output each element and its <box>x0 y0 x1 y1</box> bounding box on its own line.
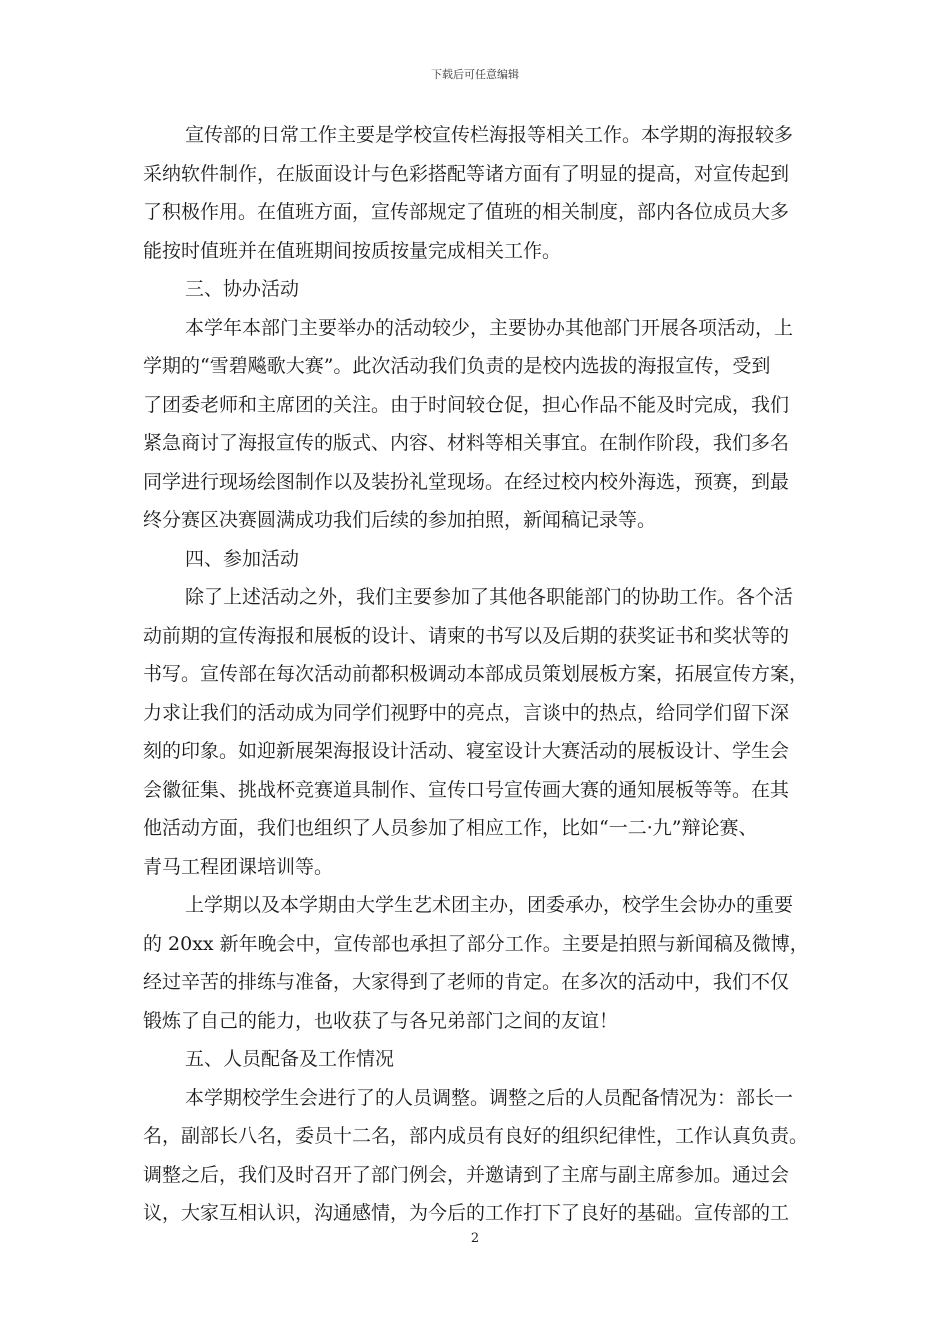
text-line: 刻的印象。如迎新展架海报设计活动、寝室设计大赛活动的展板设计、学生会 <box>143 740 790 762</box>
page-header: 下载后可任意编辑 <box>431 68 519 81</box>
text-line: 本学期校学生会进行了的人员调整。调整之后的人员配备情况为：部长一 <box>185 1086 794 1109</box>
page-number: 2 <box>470 1231 480 1246</box>
text-line: 力求让我们的活动成为同学们视野中的亮点，言谈中的热点，给同学们留下深 <box>143 701 790 724</box>
text-line: 三、协办活动 <box>185 278 300 300</box>
text-line: 本学年本部门主要举办的活动较少，主要协办其他部门开展各项活动，上 <box>185 316 794 339</box>
text-line: 调整之后，我们及时召开了部门例会，并邀请到了主席与副主席参加。通过会 <box>143 1163 790 1186</box>
text-line: 名，副部长八名，委员十二名，部内成员有良好的组织纪律性，工作认真负责。 <box>143 1125 809 1147</box>
document-body <box>143 116 813 1233</box>
text-line: 宣传部的日常工作主要是学校宣传栏海报等相关工作。本学期的海报较多 <box>185 124 794 146</box>
text-line: 青马工程团课培训等。 <box>143 855 334 878</box>
text-line: 终分赛区决赛圆满成功我们后续的参加拍照，新闻稿记录等。 <box>143 509 657 531</box>
text-line: 了积极作用。在值班方面，宣传部规定了值班的相关制度，部内各位成员大多 <box>143 201 790 223</box>
text-line: 能按时值班并在值班期间按质按量完成相关工作。 <box>143 239 562 262</box>
text-line: 除了上述活动之外，我们主要参加了其他各职能部门的协助工作。各个活 <box>185 586 794 608</box>
text-line: 议，大家互相认识，沟通感情，为今后的工作打下了良好的基础。宣传部的工 <box>143 1202 790 1224</box>
text-line: 了团委老师和主席团的关注。由于时间较仓促，担心作品不能及时完成，我们 <box>143 393 790 416</box>
text-line: 的 20xx 新年晚会中，宣传部也承担了部分工作。主要是拍照与新闻稿及微博， <box>143 932 809 955</box>
text-line: 采纳软件制作，在版面设计与色彩搭配等诸方面有了明显的提高，对宣传起到 <box>143 162 790 185</box>
text-line: 五、人员配备及工作情况 <box>185 1048 395 1070</box>
text-line: 动前期的宣传海报和展板的设计、请柬的书写以及后期的获奖证书和奖状等的 <box>143 624 790 647</box>
text-line: 紧急商讨了海报宣传的版式、内容、材料等相关事宜。在制作阶段，我们多名 <box>143 432 790 454</box>
text-line: 锻炼了自己的能力，也收获了与各兄弟部门之间的友谊！ <box>143 1009 619 1032</box>
text-line: 四、参加活动 <box>185 547 300 570</box>
text-line: 他活动方面，我们也组织了人员参加了相应工作，比如“一二·九”辩论赛、 <box>143 817 758 839</box>
text-line: 同学进行现场绘图制作以及装扮礼堂现场。在经过校内校外海选，预赛，到最 <box>143 470 790 493</box>
text-line: 学期的“雪碧飚歌大赛”。此次活动我们负责的是校内选拔的海报宣传，受到 <box>143 355 771 377</box>
text-line: 书写。宣传部在每次活动前都积极调动本部成员策划展板方案，拓展宣传方案， <box>143 663 809 685</box>
text-line: 上学期以及本学期由大学生艺术团主办，团委承办，校学生会协办的重要 <box>185 894 794 916</box>
text-line: 经过辛苦的排练与准备，大家得到了老师的肯定。在多次的活动中，我们不仅 <box>143 971 790 993</box>
text-line: 会徽征集、挑战杯竞赛道具制作、宣传口号宣传画大赛的通知展板等等。在其 <box>143 778 790 801</box>
